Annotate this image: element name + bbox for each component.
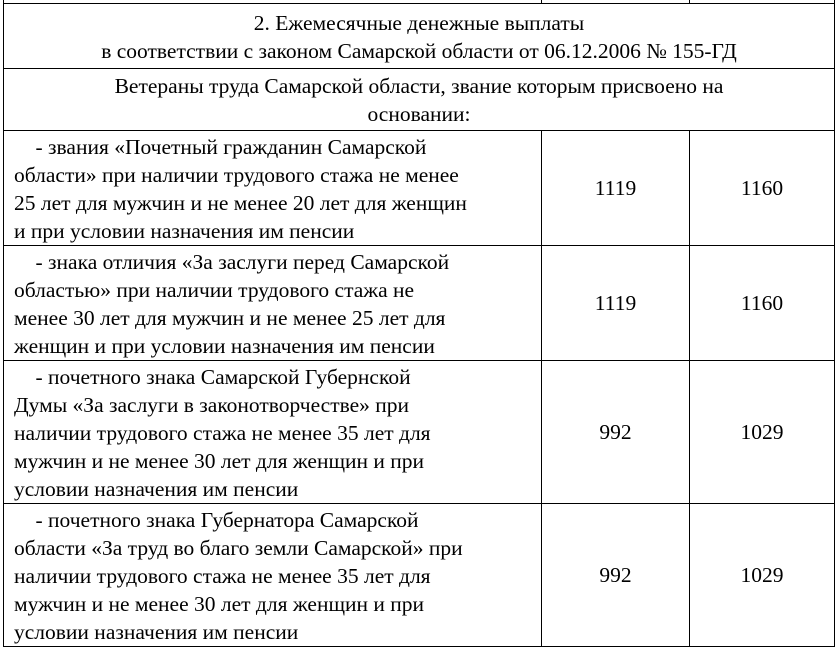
description-line: Думы «За заслуги в законотворчестве» при: [14, 393, 410, 417]
payment-value-1: 1119: [542, 246, 690, 361]
row-description: [4, 504, 542, 647]
description-line: - знака отличия «За заслуги перед Самарской: [14, 250, 450, 274]
table-row: [4, 504, 835, 647]
description-line: мужчин и не менее 30 лет для женщин и при: [14, 592, 425, 616]
description-line: условии назначения им пенсии: [14, 477, 299, 501]
description-line: области «За труд во благо земли Самарской» при: [14, 536, 463, 560]
subheader-row: [4, 69, 835, 131]
description-line: - почетного знака Губернатора Самарской: [14, 508, 419, 532]
subheader-line-1: Ветераны труда Самарской области, звание которым присвоено на: [114, 74, 724, 98]
description-line: мужчин и не менее 30 лет для женщин и при: [14, 449, 425, 473]
description-line: наличии трудового стажа не менее 35 лет для: [14, 421, 431, 445]
payment-value-2: 1029: [690, 361, 835, 504]
description-line: менее 30 лет для мужчин и не менее 25 лет для: [14, 306, 446, 330]
payments-table: [3, 0, 835, 647]
payment-value-2: 1029: [690, 504, 835, 647]
payment-value-1: 992: [542, 361, 690, 504]
section-header-cell: [4, 4, 835, 69]
description-line: - почетного знака Самарской Губернской: [14, 365, 411, 389]
section-header-row: [4, 4, 835, 69]
table-row: [4, 361, 835, 504]
description-line: - звания «Почетный гражданин Самарской: [14, 135, 427, 159]
table-row: [4, 246, 835, 361]
subheader-line-2: основании:: [367, 102, 471, 126]
section-title-line-2: в соответствии с законом Самарской области от 06.12.2006 № 155-ГД: [101, 39, 737, 63]
payment-value-2: 1160: [690, 246, 835, 361]
row-description: [4, 246, 542, 361]
table-row: [4, 131, 835, 246]
description-line: женщин и при условии назначения им пенсии: [14, 334, 435, 358]
description-line: и при условии назначения им пенсии: [14, 219, 355, 243]
section-title-line-1: 2. Ежемесячные денежные выплаты: [253, 11, 585, 35]
row-description: [4, 131, 542, 246]
payment-value-1: 992: [542, 504, 690, 647]
description-line: условии назначения им пенсии: [14, 620, 299, 644]
subheader-cell: [4, 69, 835, 131]
payment-value-1: 1119: [542, 131, 690, 246]
row-description: [4, 361, 542, 504]
description-line: областью» при наличии трудового стажа не: [14, 278, 415, 302]
description-line: области» при наличии трудового стажа не менее: [14, 163, 459, 187]
description-line: 25 лет для мужчин и не менее 20 лет для женщин: [14, 191, 467, 215]
description-line: наличии трудового стажа не менее 35 лет для: [14, 564, 431, 588]
payment-value-2: 1160: [690, 131, 835, 246]
